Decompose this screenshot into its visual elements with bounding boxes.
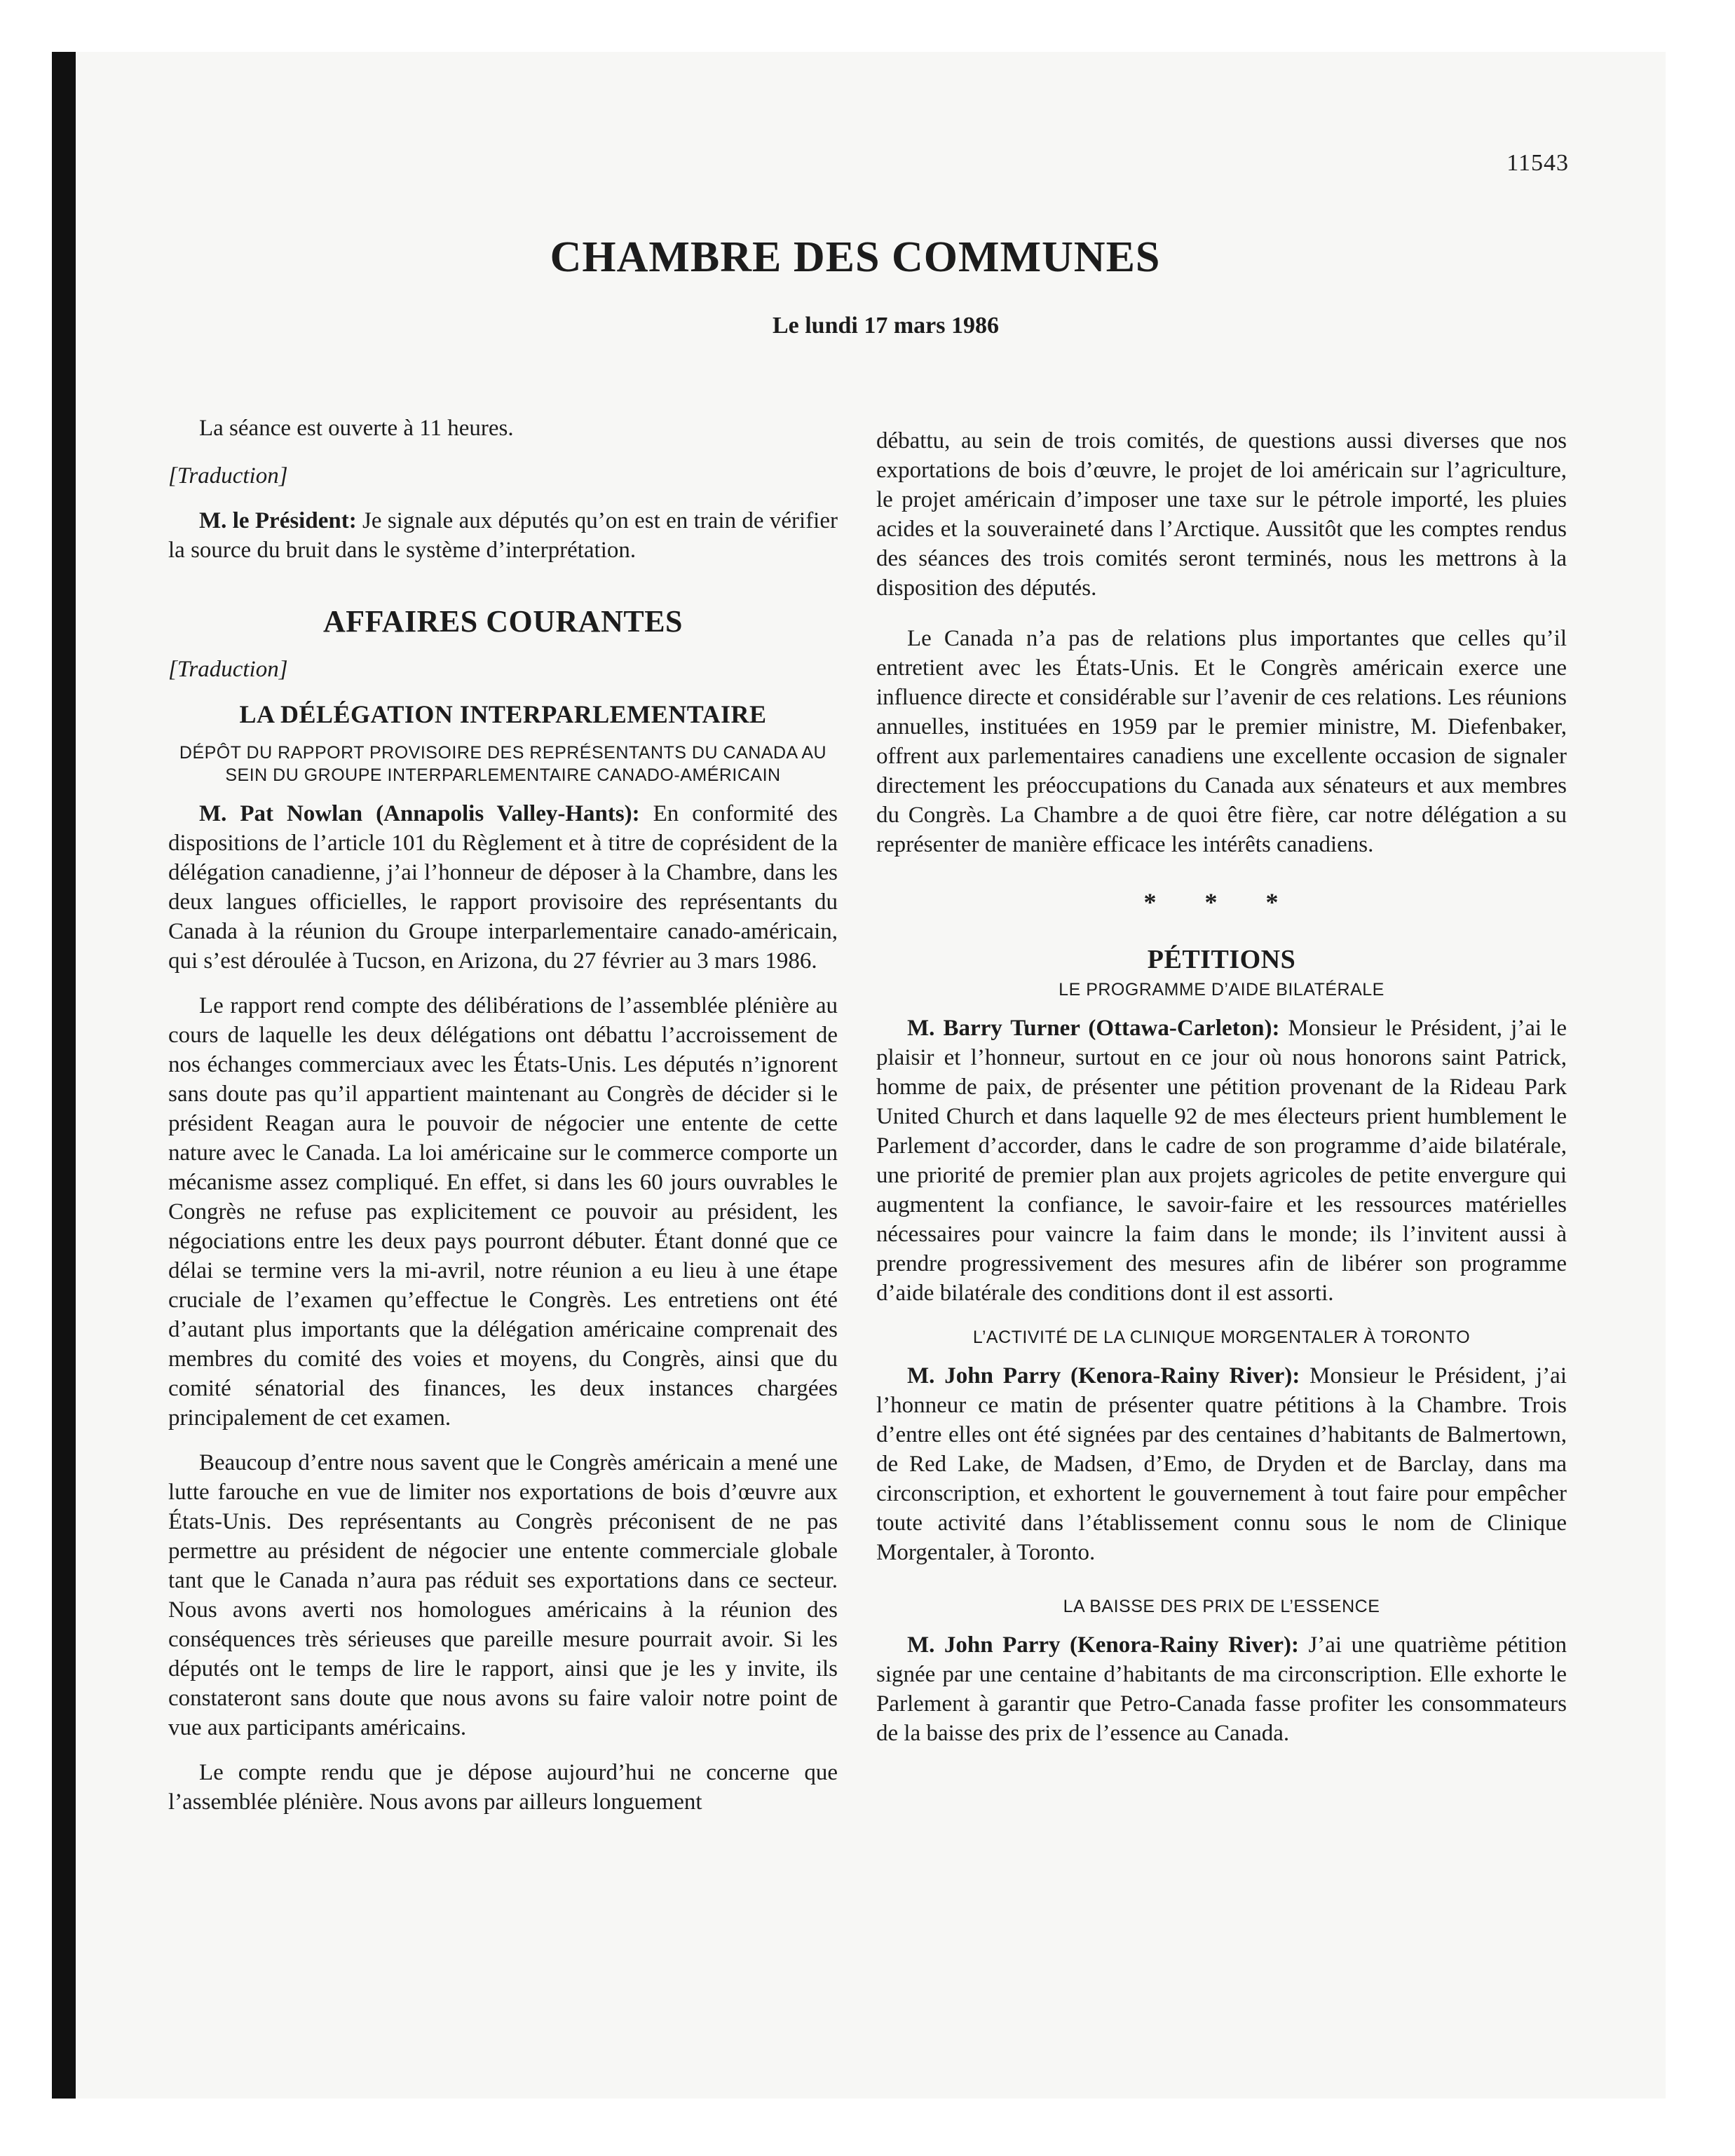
subsection-heading: LA DÉLÉGATION INTERPARLEMENTAIRE xyxy=(239,700,767,728)
nowlan-paragraph-1 xyxy=(168,799,838,976)
speaker-name: M. John Parry (Kenora-Rainy River): xyxy=(907,1632,1299,1658)
right-column xyxy=(876,426,1567,2031)
speaker-name: M. le Président: xyxy=(199,508,357,533)
continuation-paragraph-2: Le Canada n’a pas de relations plus importantes que celles qu’il entretient avec les États-Unis. Et le Congrès américain exerce une influence directe et considérable sur l’avenir de ces relations. Les réunions annuelles, instituées en 1959 par le premier ministre, M. Diefenbaker, offrent aux parlementaires canadiens une excellente occasion de signaler directement les préoccupations du Canada aux sénateurs et aux membres du Congrès. La Chambre a de quoi être fière, car notre délégation a su représenter de manière efficace les intérêts canadiens. xyxy=(876,626,1567,857)
sitting-date: Le lundi 17 mars 1986 xyxy=(772,313,999,339)
speaker-name: M. John Parry (Kenora-Rainy River): xyxy=(907,1363,1300,1389)
petition-caption: LA BAISSE DES PRIX DE L’ESSENCE xyxy=(1063,1597,1380,1616)
statement-text: Je signale aux députés qu’on est en train de vérifier la source du bruit dans le système d’interprétation. xyxy=(168,508,838,563)
petition-caption: L’ACTIVITÉ DE LA CLINIQUE MORGENTALER À TORONTO xyxy=(972,1328,1471,1347)
petitions-heading: PÉTITIONS xyxy=(1147,945,1296,974)
nowlan-paragraph-4: Le compte rendu que je dépose aujourd’hui ne concerne que l’assemblée plénière. Nous avons par ailleurs longuement xyxy=(168,1760,838,1815)
scan-edge-bar xyxy=(52,52,76,2099)
statement-text: Monsieur le Président, j’ai l’honneur ce matin de présenter quatre pétitions à la Chambre. Trois d’entre elles ont été signées par des centaines d’habitants de Balmertown, de Red Lake, de Madsen, d’Emo, de Dryden et de Barclay, dans ma circonscription, et exhortent le gouvernement à tout faire pour empêcher toute activité dans l’établissement connu sous le nom de Clinique Morgentaler, à Toronto. xyxy=(876,1363,1567,1565)
opening-line: La séance est ouverte à 11 heures. xyxy=(199,416,514,441)
subsection-caption: DÉPÔT DU RAPPORT PROVISOIRE DES REPRÉSENTANTS DU CANADA AU SEIN DU GROUPE INTERPARLEMENTAIRE CANADO-AMÉRICAIN xyxy=(179,743,827,785)
turner-petition xyxy=(876,1014,1567,1308)
statement-text: En conformité des dispositions de l’article 101 du Règlement et à titre de coprésident de la délégation canadienne, j’ai l’honneur de déposer à la Chambre, dans les deux langues officielles, le rapport provisoire des représentants du Canada à la réunion du Groupe interparlementaire canado-américain, qui s’est déroulée à Tucson, en Arizona, du 27 février au 3 mars 1986. xyxy=(168,801,838,974)
page-number: 11543 xyxy=(1506,150,1569,176)
continuation-paragraph-1: débattu, au sein de trois comités, de questions aussi diverses que nos exportations de bois d’œuvre, le projet de loi américain sur l’agriculture, le projet américain d’imposer une taxe sur le pétrole importé, les pluies acides et la souveraineté dans l’Arctique. Aussitôt que les comptes rendus des séances des trois comités seront terminés, nous les mettrons à la disposition des députés. xyxy=(876,428,1567,601)
statement-text: J’ai une quatrième pétition signée par une centaine d’habitants de ma circonscription. Elle exhorte le Parlement à garantir que Petro-Canada fasse profiter les consommateurs de la baisse des prix de l’essence au Canada. xyxy=(876,1632,1567,1746)
traduction-note: [Traduction] xyxy=(168,463,288,489)
section-separator: * * * xyxy=(1143,888,1300,916)
parry-petition-1 xyxy=(876,1361,1567,1567)
speaker-name: M. Barry Turner (Ottawa-Carleton): xyxy=(907,1016,1280,1041)
page-title: CHAMBRE DES COMMUNES xyxy=(550,233,1161,281)
president-statement xyxy=(168,506,838,565)
speaker-name: M. Pat Nowlan (Annapolis Valley-Hants): xyxy=(199,801,640,826)
petition-caption: LE PROGRAMME D’AIDE BILATÉRALE xyxy=(1059,980,1384,999)
statement-text: Monsieur le Président, j’ai le plaisir et l’honneur, surtout en ce jour où nous honorons saint Patrick, homme de paix, de présenter une pétition provenant de la Rideau Park United Church et dans laquelle 92 de mes électeurs prient humblement le Parlement d’accorder, dans le cadre de son programme d’aide bilatérale, une priorité de premier plan aux projets agricoles de petite envergure qui augmentent la confiance, le savoir-faire et les ressources matérielles nécessaires pour vaincre la faim dans le monde; ils l’invitent aussi à prendre progressivement des mesures afin de libérer son programme d’aide bilatérale des conditions dont il est assorti. xyxy=(876,1016,1567,1306)
nowlan-paragraph-3: Beaucoup d’entre nous savent que le Congrès américain a mené une lutte farouche en vue de limiter nos exportations de bois d’œuvre aux États-Unis. Des représentants au Congrès préconisent de ne pas permettre au président de négocier une entente commerciale globale tant que le Canada n’aura pas réduit ses exportations dans ce secteur. Nous avons averti nos homologues américains à la réunion des conséquences très sérieuses que pareille mesure pourrait avoir. Si les députés ont le temps de lire le rapport, ainsi que je les y invite, ils constateront sans doute que nous avons su faire valoir notre point de vue aux participants américains. xyxy=(168,1450,838,1740)
parry-petition-2 xyxy=(876,1630,1567,1748)
traduction-note: [Traduction] xyxy=(168,657,288,682)
section-heading: AFFAIRES COURANTES xyxy=(322,604,683,639)
nowlan-paragraph-2: Le rapport rend compte des délibérations de l’assemblée plénière au cours de laquelle les deux délégations ont débattu l’accroissement de nos échanges commerciaux avec les États-Unis. Les députés n’ignorent sans doute pas qu’il appartient maintenant au Congrès de décider si le président Reagan aura le pouvoir de négocier une entente de cette nature avec le Canada. La loi américaine sur le commerce comporte un mécanisme assez compliqué. En effet, si dans les 60 jours ouvrables le Congrès ne refuse pas explicitement ce pouvoir au président, les négociations entre les deux pays pourront débuter. Étant donné que ce délai se termine vers la mi-avril, notre réunion a eu lieu à une étape cruciale de l’examen qu’effectue le Congrès. Les entretiens ont été d’autant plus importants que la délégation américaine comprenait des membres du comité des voies et moyens, du Congrès, ainsi que du comité sénatorial des finances, les deux instances chargées principalement de cet examen. xyxy=(168,993,838,1431)
left-column xyxy=(168,414,838,2019)
